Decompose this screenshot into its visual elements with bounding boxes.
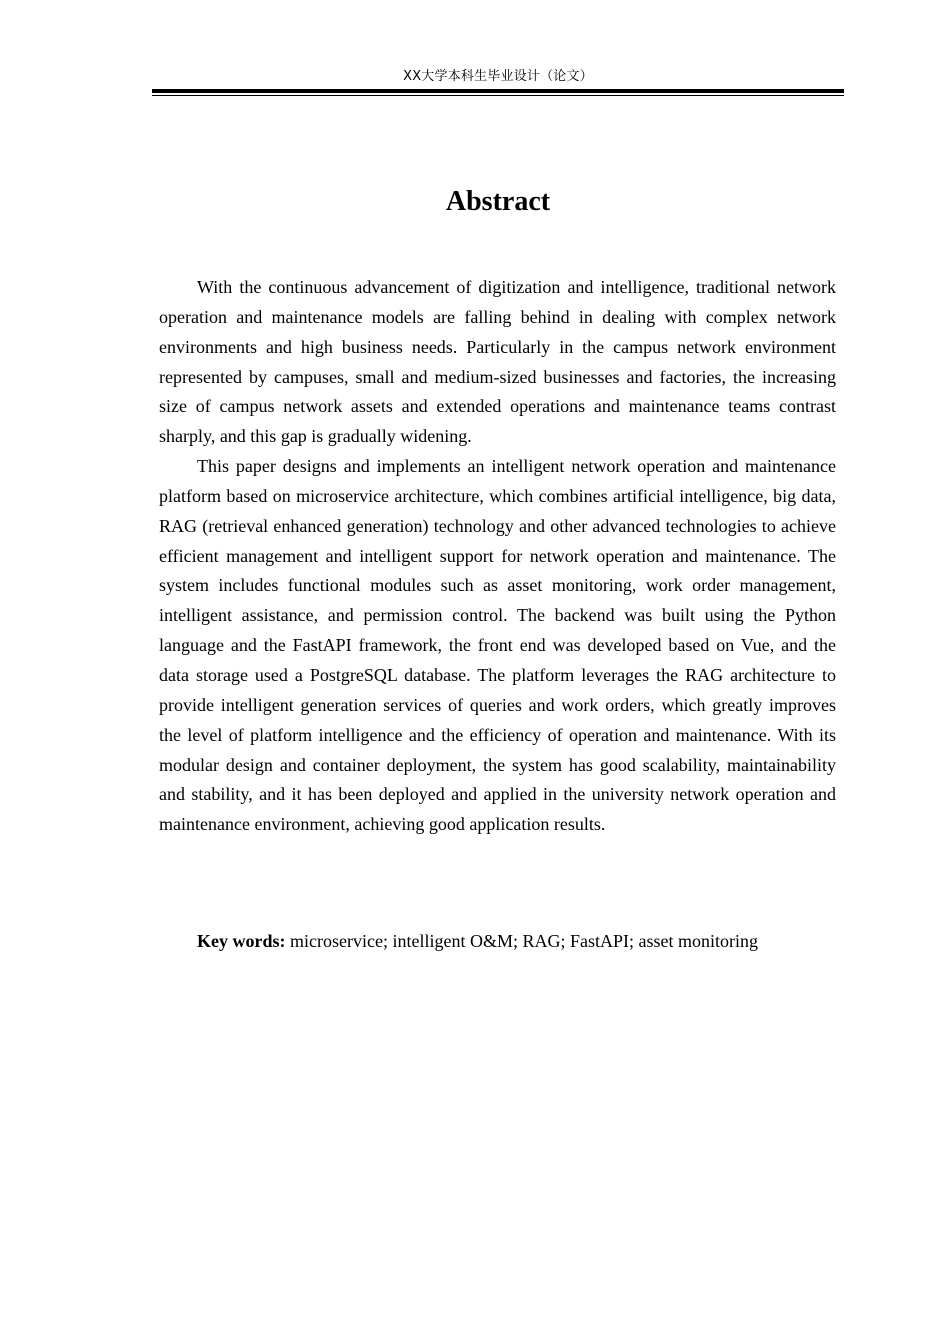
keywords-label: Key words:	[197, 931, 286, 951]
keywords-line	[197, 927, 836, 956]
abstract-paragraph-2: This paper designs and implements an intelligent network operation and maintenance platform based on microservice architecture, which combines artificial intelligence, big data, RAG (retrieval enhanced generation) technology and other advanced technologies to achieve efficient management and intelligent support for network operation and maintenance. The system includes functional modules such as asset monitoring, work order management, intelligent assistance, and permission control. The backend was built using the Python language and the FastAPI framework, the front end was developed based on Vue, and the data storage used a PostgreSQL database. The platform leverages the RAG architecture to provide intelligent generation services of queries and work orders, which greatly improves the level of platform intelligence and the efficiency of operation and maintenance. With its modular design and container deployment, the system has good scalability, maintainability and stability, and it has been deployed and applied in the university network operation and maintenance environment, achieving good application results.	[159, 456, 836, 835]
running-header: XX大学本科生毕业设计（论文）	[403, 69, 593, 84]
keywords-value: microservice; intelligent O&M; RAG; FastAPI; asset monitoring	[290, 931, 758, 951]
page-title: Abstract	[445, 186, 551, 217]
header-rule-thick	[152, 89, 844, 93]
header-rule-thin	[152, 95, 844, 96]
abstract-body	[159, 273, 836, 840]
abstract-paragraph-1: With the continuous advancement of digitization and intelligence, traditional network operation and maintenance models are falling behind in dealing with complex network environments and high business needs. Particularly in the campus network environment represented by campuses, small and medium-sized businesses and factories, the increasing size of campus network assets and extended operations and maintenance teams contrast sharply, and this gap is gradually widening.	[159, 277, 836, 447]
